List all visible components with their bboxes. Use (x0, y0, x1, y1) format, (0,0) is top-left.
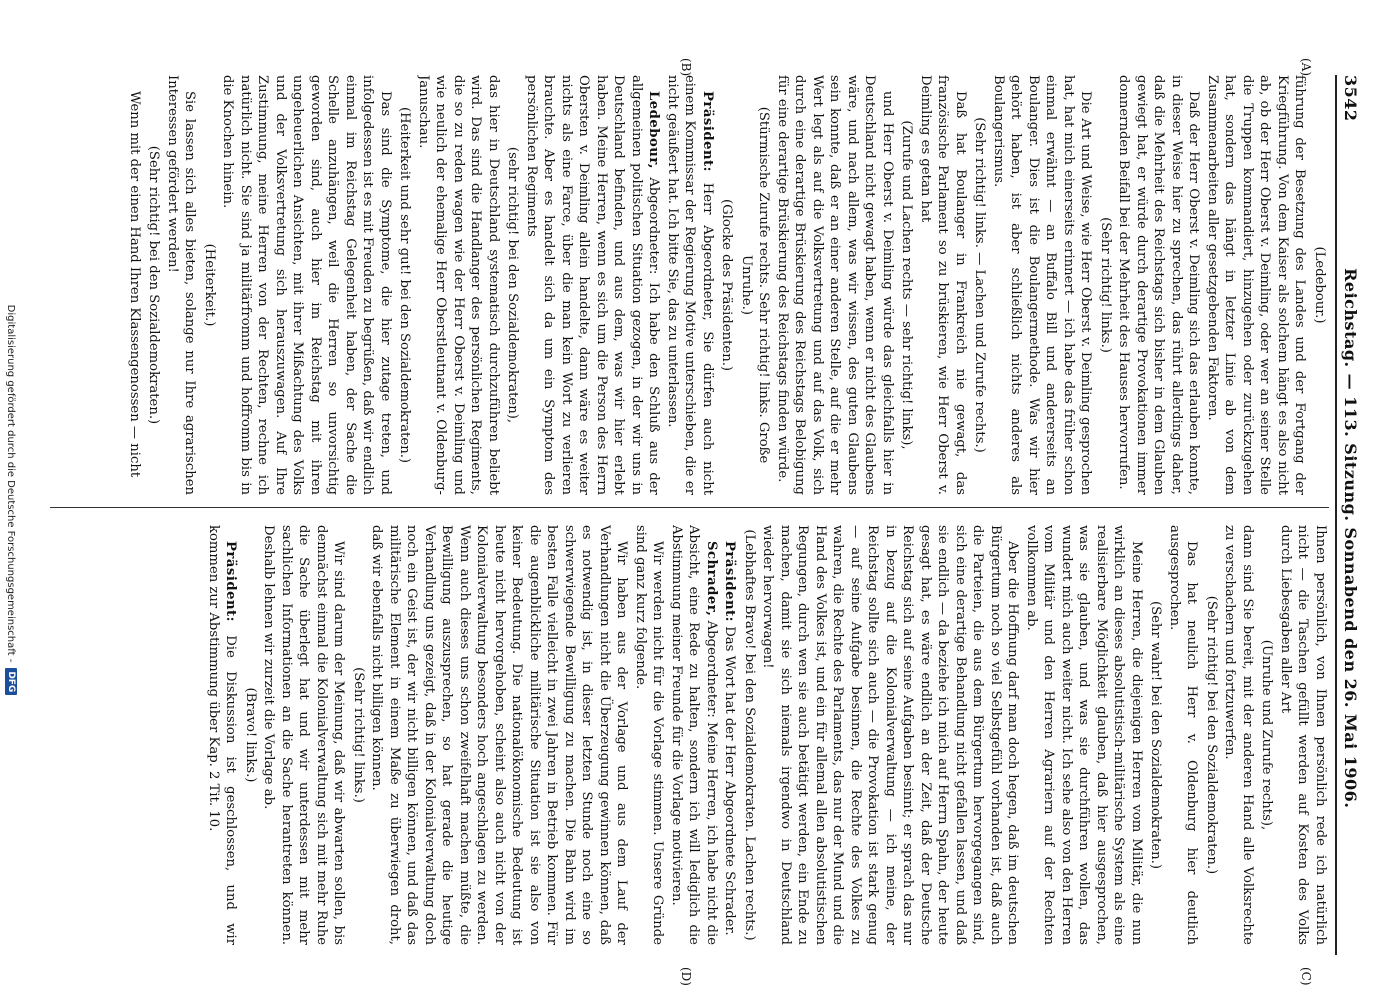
stage-direction: (Sehr richtig! bei den Sozialdemokraten.) (1204, 595, 1219, 875)
stage-direction: (sehr richtig! bei den Sozialdemokraten), (505, 146, 521, 424)
speaker-paragraph (205, 525, 240, 945)
speech-text: Das Wort hat der Herr Abgeordnete Schrader. (722, 622, 738, 936)
stage-direction: (Heiterkeit.) (202, 243, 217, 327)
paragraph: Die Art und Weise, wie Herr Oberst v. Deimling gesprochen hat, hat mich einerseits erinnert — ich habe das früher schon einmal erwähnt — an Buffalo Bill und andererseits an Boulanger. Dies ist die Boulangermethode. Was wir hier gehört haben, ist aber schließlich nichts anderes als Boulangerismus. (991, 75, 1094, 495)
paragraph: Sie lassen sich alles bieten, solange nur Ihre agrarischen Interessen gefördert werden! (165, 75, 198, 495)
speech-text: Abgeordneter: Ich habe den Schluß aus der allgemeinen politischen Situation gezogen, in der wir uns in Deutschland befinden, und aus dem, was wir hier erlebt haben. Meine Herren, wenn es sich um die Person des Herrn Obersten v. Deimling allein handelte, dann wäre es weiter nichts als eine Farce, über die man kein Wort zu verlieren brauchte. Aber es handelt sich da um ein Symptom des persönlichen Regiments (524, 75, 662, 495)
paragraph: Daß der Herr Oberst v. Deimling sich das erlauben konnte, in dieser Weise hier zu sprechen, das rührt allerdings daher, daß die Mehrheit des Reichstags sich bisher in dem Glauben gewiegt hat, er würde durch derartige Provokationen immer donnernden Beifall bei der Mehrheit des Hauses hervorrufen. (1116, 75, 1202, 495)
paragraph: Wir werden nicht für die Vorlage stimmen. Unsere Gründe sind ganz kurz folgende. (633, 525, 666, 945)
dfg-logo: DFG (5, 668, 17, 695)
paragraph: Das sind die Symptome, die hier zutage treten, und infolgedessen ist es mit Freuden zu begrüßen, daß wir endlich einmal im Reichstag Gelegenheit haben, der Sache die Schelle anzuhängen, weil die Herren so unvorsichtig geworden sind, auch hier im Reichstag mit ihren ungeheuerlichen Ansichten, mit ihrer Mißachtung des Volks und der Volksvertretung sich herauszuwagen. Auf Ihre Zustimmung, meine Herren von der Rechten, rechne ich natürlich nicht. Sie sind ja militärfromm und hoffromm bis in die Knochen hinein. (220, 75, 393, 495)
paragraph: Wir sind darum der Meinung, daß wir abwarten sollen, bis demnächst einmal die Kolonialverwaltung sich mit mehr Ruhe die Sache überlegt hat und wir unterdessen mit mehr sachlichen Informationen an die Sache herantreten können. Deshalb lehnen wir zurzeit die Vorlage ab. (261, 525, 347, 945)
stage-direction: (Sehr wahr! bei den Sozialdemokraten.) (1148, 601, 1164, 869)
page-number: 3542 (1341, 75, 1361, 122)
left-text-column (50, 75, 1329, 495)
margin-marker-a: (A) (1299, 58, 1313, 77)
speaker-paragraph (523, 75, 663, 495)
paragraph: Ihnen persönlich, von Ihnen persönlich rede ich natürlich nicht — die Taschen gefüllt werden auf Kosten des Volks durch Liebesgaben aller Art (1278, 525, 1328, 945)
speaker-name: Ledebour, (646, 91, 662, 169)
paragraph: Wenn mit der einen Hand Ihren Klassengenossen — nicht (127, 91, 142, 478)
speech-text: Die Diskussion ist geschlossen, und wir kommen zur Abstimmung über Kap. 2 Tit. 10. (206, 525, 239, 945)
page-title: Reichstag. — 113. Sitzung. Sonnabend den 26. Mai 1906. (1341, 268, 1361, 809)
speech-text: Herr Abgeordneter, Sie dürfen auch nicht einem Kommissar der Regierung Motive unterschieben, die er nicht geäußert hat. Ich bitte Sie, das zu unterlassen. (665, 75, 715, 495)
stage-direction: (Sehr richtig! links.) (1098, 217, 1113, 353)
stage-direction: (Glocke des Präsidenten.) (719, 198, 735, 372)
stage-direction: (Unruhe und Zurufe rechts), (1259, 639, 1275, 831)
stage-direction: (Sehr richtig! links.) (351, 667, 366, 803)
paragraph: Wir haben aus der Vorlage und aus dem Lauf der Verhandlungen nicht die Überzeugung gewinnen können, daß es notwendig ist, in dieser letzten Stunde noch eine so schwerwiegende Bewilligung zu machen. Die Bahn wird im besten Falle vielleicht in zwei Jahren in Betrieb kommen. Für die augenblickliche militärische Situation ist sie also von keiner Bedeutung. Die nationalökonomische Bedeutung ist heute nicht hervorgehoben, scheint also auch nicht von der Kolonialverwaltung besonders hoch angeschlagen zu werden. Wenn auch dieses uns schon zweifelhaft machen müßte, die Bewilligung auszusprechen, so hat gerade die heutige Verhandlung uns gezeigt, daß in der Kolonialverwaltung doch noch ein Geist ist, der wir nicht billigen können, und daß das militärische Element in einem Maße zu überwiegen droht, daß wir ebenfalls nicht billigen können. (369, 525, 630, 945)
footer-text: Digitalisierung gefördert durch die Deutsche Forschungsgemeinschaft - (5, 304, 17, 663)
speaker-name: Schrader, (704, 541, 719, 617)
stage-direction: (Ledebour.) (1312, 246, 1327, 324)
speaker-paragraph (721, 525, 739, 945)
speech-text: Abgeordneter: Meine Herren, ich habe nicht die Absicht, eine Rede zu halten, sondern ich will lediglich die Abstimmung meiner Freunde für die Vorlage motivieren. (669, 525, 719, 945)
speaker-name: Präsident: (722, 541, 738, 623)
margin-marker-d: (D) (679, 967, 693, 986)
stage-direction: (Stürmische Zurufe rechts. Sehr richtig! links. Große Unruhe.) (739, 106, 772, 464)
footer-credit (0, 0, 22, 1000)
speaker-paragraph (664, 75, 717, 495)
paragraph: Aber die Hoffnung darf man doch hegen, daß im deutschen Bürgertum noch so viel Selbstgefühl vorhanden ist, daß auch die Parteien, die aus dem Bürgertum hervorgegangen sind, sich eine derartige Behandlung nicht gefallen lassen, und daß sie endlich — da beziehe ich mich auf Herrn Spahn, der heute gesagt hat, es wäre endlich an der Zeit, daß der Deutsche Reichstag sich auf seine Aufgaben besinnt; er sprach das nur in bezug auf die Kolonialverwaltung — ich meine, der Reichstag sollte sich auch — die Provokation ist stark genug — auf seine Aufgabe besinnen, die Rechte des Volkes zu wahren, die Rechte des Parlaments, das nur der Mund und die Hand des Volkes ist, und ein für allemal allen absolutistischen Regungen, durch wen sie auch betätigt werden, ein Ende zu machen, damit sie sich niemals irgendwo in Deutschland wieder hervorwagen! (760, 525, 1021, 945)
speaker-name: Präsident: (700, 91, 715, 173)
column-divider (50, 507, 1329, 508)
paragraph: Das hat neulich Herr v. Oldenburg hier deutlich ausgesprochen. (1167, 525, 1200, 945)
speaker-name: Präsident: (223, 541, 239, 623)
paragraph: und Herr Oberst v. Deimling würde das gleichfalls hier in Deutschland nicht gewagt haben, wenn er nicht des Glaubens wäre, und nach allem, was wir wissen, des guten Glaubens sein konnte, daß er an einer anderen Stelle, auf die er mehr Wert legt als auf die Volksvertretung und auf das Volk, sich durch eine derartige Brüskierung des Reichstags Belobigung für eine derartige Brüskierung des Reichstags finden würde. (775, 75, 895, 495)
right-text-column (50, 525, 1329, 945)
paragraph: das hier in Deutschland systematisch durchzuführen beliebt wird. Das sind die Handlanger des persönlichen Regiments, die so zu reden wagen wie der Herr Oberst v. Deimling und wie neulich der ehemalige Herr Oberstleutnant v. Oldenburg-Januschau. (416, 75, 501, 495)
page-header (1335, 75, 1365, 955)
margin-marker-b: (B) (679, 58, 693, 77)
stage-direction: (Sehr richtig! links. — Lachen und Zurufe rechts.) (972, 117, 988, 453)
paragraph: Daß hat Boulanger in Frankreich nie gewagt, das französische Parlament so zu brüskieren, wie Herr Oberst v. Deimling es getan hat (918, 75, 968, 495)
paragraph: dann sind Sie bereit, mit der anderen Hand alle Volksrechte zu verschachern und fortzuwerfen. (1222, 525, 1255, 945)
stage-direction: (Bravo! links.) (243, 687, 258, 783)
stage-direction: (Heiterkeit und sehr gut! bei den Sozialdemokraten.) (397, 106, 413, 464)
paragraph: Meine Herren, die diejenigen Herren vom Militär, die nun wirklich an dieses absolutistisch-militärische System als eine realisierbare Möglichkeit glauben, daß hier ausgesprochen, was sie glauben, und was sie durchführen wollen, das wundert mich auch weiter nicht. Ich sehe also von den Herren vom Militär und den Herren Agrariern auf der Rechten vollkommen ab. (1024, 525, 1144, 945)
paragraph: führung der Besetzung des Landes und der Fortgang der Kriegführung. Von dem Kaiser als solchem hängt es also nicht ab, ob der Herr Oberst v. Deimling, oder wer an seiner Stelle die Truppen kommandiert, hinzugehen oder zurückzugehen hat, sondern das hängt in letzter Linie ab von dem Zusammenarbeiten aller gesetzgebenden Faktoren. (1205, 75, 1308, 495)
margin-marker-c: (C) (1299, 967, 1313, 986)
stage-direction: (Sehr richtig! bei den Sozialdemokraten.) (146, 145, 162, 425)
stage-direction: (Zurufe und Lachen rechts — sehr richtig! links), (899, 120, 915, 450)
stage-direction: (Lebhaftes Bravo! bei den Sozialdemokraten. Lachen rechts.) (742, 529, 757, 941)
speaker-paragraph (668, 525, 721, 945)
